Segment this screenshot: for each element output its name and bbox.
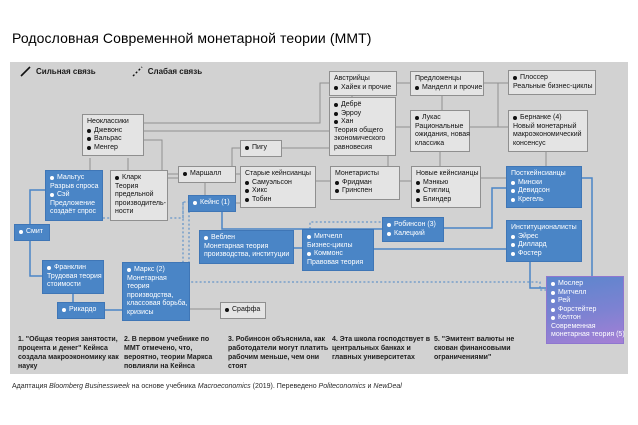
box-supply-siders — [410, 71, 484, 96]
box-text: Джевонс — [94, 126, 123, 134]
box-text: Хикс — [252, 187, 268, 194]
box-label — [415, 131, 470, 140]
box-text: Фостер — [518, 249, 542, 257]
box-header — [245, 170, 312, 179]
footnote-2: 2. В первом учебнике по ММТ отмечено, что, вероятно, теории Маркса повлияли на Кейнса — [124, 336, 213, 370]
box-text: производства, институции — [204, 251, 290, 258]
box-member — [183, 170, 232, 179]
bullet-icon — [334, 120, 338, 124]
weak-link-icon — [132, 66, 143, 77]
bullet-icon — [416, 198, 420, 202]
box-member — [335, 179, 396, 188]
box-member — [551, 314, 620, 323]
box-member — [50, 174, 99, 183]
box-text: Монетаристы — [335, 170, 379, 177]
box-member — [416, 179, 477, 188]
box-text: Тобин — [252, 195, 272, 203]
box-text: Девидсон — [518, 187, 550, 194]
box-text: Самуэльсон — [252, 178, 292, 186]
bullet-icon — [551, 316, 555, 320]
box-member — [335, 187, 396, 196]
box-label — [127, 275, 186, 284]
box-bernanke — [508, 110, 588, 152]
bullet-icon — [245, 146, 249, 150]
caption-book: Macroeconomics — [197, 383, 251, 390]
box-plosser — [508, 70, 596, 95]
box-label — [127, 300, 186, 309]
bullet-icon — [334, 112, 338, 116]
box-member — [511, 196, 578, 205]
bullet-icon — [183, 172, 187, 176]
box-member — [511, 250, 578, 259]
footnote-1: 1. "Общая теория занятости, процента и денег" Кейнса создала макроэкономику как науку — [18, 336, 119, 370]
box-text: Хайек и прочие — [341, 83, 392, 91]
box-label — [334, 135, 392, 144]
box-member — [551, 280, 620, 289]
box-text: Теория — [115, 182, 139, 190]
bullet-icon — [335, 189, 339, 193]
box-text: Новые кейнсианцы — [416, 170, 479, 177]
bullet-icon — [307, 235, 311, 239]
bullet-icon — [50, 176, 54, 180]
box-text: Рей — [558, 297, 571, 304]
bullet-icon — [115, 176, 119, 180]
box-text: Современная — [551, 322, 596, 330]
box-member — [511, 187, 578, 196]
box-text: Митчелл — [558, 288, 587, 296]
box-text: теория — [127, 283, 150, 290]
box-label — [204, 243, 290, 252]
box-text: макроэкономический — [513, 131, 582, 138]
box-member — [334, 110, 392, 119]
box-text: Хан — [341, 118, 354, 125]
box-text: создаёт спрос — [50, 208, 97, 215]
caption-source: Bloomberg Businessweek — [49, 383, 130, 390]
box-text: Новый монетарный — [513, 122, 577, 130]
bullet-icon — [204, 236, 208, 240]
footnote-3: 3. Робинсон объяснила, как работодатели могут платить рабочим меньше, чем они стоят — [228, 336, 329, 370]
box-text: Пигу — [252, 144, 267, 151]
bullet-icon — [193, 201, 197, 205]
box-header — [335, 170, 396, 179]
box-text: Веблен — [211, 234, 236, 241]
box-monetarists — [330, 166, 400, 200]
box-text: Разрыв спроса — [50, 182, 99, 190]
box-member — [193, 199, 232, 208]
box-debreu — [329, 97, 396, 156]
box-keynes — [188, 195, 236, 212]
box-franklin — [42, 260, 104, 294]
box-member — [511, 179, 578, 188]
box-member — [551, 306, 620, 315]
box-text: Лукас — [422, 114, 441, 121]
box-text: Мэнкью — [423, 178, 449, 186]
box-member — [87, 127, 140, 136]
caption-text: и — [365, 383, 374, 390]
caption-translator: Politeconomics — [318, 383, 366, 390]
box-text: Кейнс (1) — [200, 199, 230, 206]
box-text: Вальрас — [94, 135, 122, 142]
box-member — [416, 187, 477, 196]
box-member — [551, 289, 620, 298]
box-label — [50, 183, 99, 192]
box-member — [415, 114, 466, 123]
box-austrians — [329, 71, 397, 96]
bullet-icon — [245, 181, 249, 185]
box-text: Рикардо — [69, 306, 97, 313]
caption-translator: NewDeal — [373, 383, 402, 390]
box-member — [204, 234, 290, 243]
box-text: ности — [115, 208, 134, 215]
box-text: стоимости — [47, 281, 81, 288]
box-text: Диллард — [518, 241, 547, 248]
box-mmt — [546, 276, 624, 344]
box-text: Мински — [518, 178, 543, 186]
bullet-icon — [415, 116, 419, 120]
box-label — [307, 259, 370, 268]
box-sraffa — [220, 302, 266, 319]
box-member — [511, 233, 578, 242]
box-mitchell-commons — [302, 229, 374, 271]
box-member — [551, 297, 620, 306]
box-text: Крегель — [518, 195, 544, 203]
bullet-icon — [551, 299, 555, 303]
box-label — [50, 208, 99, 217]
bullet-icon — [551, 282, 555, 286]
box-member — [416, 196, 477, 205]
source-caption — [12, 383, 402, 390]
bullet-icon — [87, 146, 91, 150]
box-member — [334, 101, 392, 110]
bullet-icon — [87, 129, 91, 133]
bullet-icon — [416, 189, 420, 193]
bullet-icon — [127, 268, 131, 272]
box-member — [225, 306, 262, 315]
box-text: классика — [415, 139, 445, 147]
box-text: экономического — [334, 135, 386, 142]
box-malthus-say — [45, 170, 103, 221]
box-text: Предложенцы — [415, 75, 462, 82]
box-text: Блиндер — [423, 195, 452, 203]
bullet-icon — [387, 232, 391, 236]
box-text: предельной — [115, 191, 154, 198]
bullet-icon — [513, 116, 517, 120]
caption-text: на основе учебника — [129, 383, 198, 390]
box-text: Сэй — [57, 191, 70, 198]
box-header — [511, 224, 578, 233]
legend-weak-label: Слабая связь — [147, 67, 203, 76]
box-clark — [110, 170, 168, 221]
box-text: Мальтус — [57, 174, 85, 181]
box-pigou — [240, 140, 282, 157]
box-label — [513, 83, 592, 92]
box-member — [415, 83, 483, 93]
box-member — [307, 233, 370, 242]
box-text: консенсус — [513, 139, 546, 147]
box-label — [307, 242, 370, 251]
box-member — [513, 114, 584, 123]
box-text: Маркс (2) — [134, 266, 165, 273]
box-neoclassics — [82, 114, 144, 156]
footnote-5: 5. "Эмитент валюты не скован финансовыми ограничениями" — [434, 336, 515, 361]
box-label — [50, 200, 99, 209]
box-text: Сраффа — [232, 306, 261, 313]
box-member — [87, 144, 140, 153]
box-member — [245, 196, 312, 205]
bullet-icon — [245, 198, 249, 202]
box-label — [551, 331, 625, 340]
box-text: Фридман — [342, 178, 372, 186]
box-label — [127, 283, 186, 292]
bullet-icon — [225, 308, 229, 312]
box-member — [334, 118, 392, 127]
box-text: Стиглиц — [423, 187, 450, 194]
bullet-icon — [513, 76, 517, 80]
box-text: производитель- — [115, 199, 166, 207]
box-post-keynesians — [506, 166, 582, 208]
box-text: Монетарная — [127, 274, 167, 282]
box-text: Теория общего — [334, 126, 383, 134]
box-header — [416, 170, 477, 179]
bullet-icon — [50, 193, 54, 197]
bullet-icon — [334, 103, 338, 107]
box-text: Предложение — [50, 199, 95, 207]
bullet-icon — [551, 291, 555, 295]
box-text: Реальные бизнес-циклы — [513, 82, 593, 90]
bullet-icon — [415, 86, 419, 90]
box-member — [50, 191, 99, 200]
box-text: Бизнес-циклы — [307, 241, 353, 249]
box-marshall — [178, 166, 236, 183]
box-member — [513, 74, 592, 83]
box-header — [511, 170, 578, 179]
bullet-icon — [334, 86, 338, 90]
box-text: Франклин — [54, 264, 86, 271]
box-text: производства, — [127, 291, 174, 299]
box-label — [115, 191, 164, 200]
box-text: Эрроу — [341, 109, 362, 117]
box-label — [334, 144, 392, 153]
footnote-4: 4. Эта школа господствует в центральных банках и главных университетах — [332, 336, 431, 361]
legend-strong-label: Сильная связь — [36, 67, 96, 76]
box-text: Митчелл — [314, 233, 343, 240]
box-text: Манделл и прочие — [422, 83, 483, 91]
box-text: Старые кейнсианцы — [245, 170, 311, 177]
bullet-icon — [511, 189, 515, 193]
box-text: ожидания, новая — [415, 131, 470, 138]
box-member — [307, 250, 370, 259]
box-text: Правовая теория — [307, 258, 364, 266]
box-label — [513, 140, 584, 149]
box-institutionalists — [506, 220, 582, 262]
bullet-icon — [511, 235, 515, 239]
box-text: Трудовая теория — [47, 272, 102, 280]
box-text: Бернанке (4) — [520, 114, 562, 121]
bullet-icon — [62, 308, 66, 312]
box-text: Смит — [26, 228, 43, 235]
legend-weak-link — [132, 66, 202, 77]
bullet-icon — [551, 308, 555, 312]
box-member — [47, 264, 100, 273]
box-member — [127, 266, 186, 275]
box-label — [127, 309, 186, 318]
bullet-icon — [335, 181, 339, 185]
bullet-icon — [511, 181, 515, 185]
box-text: Австрийцы — [334, 75, 370, 82]
box-member — [62, 306, 101, 315]
box-text: Гринспен — [342, 187, 373, 194]
box-member — [245, 144, 278, 153]
box-member — [511, 241, 578, 250]
box-member — [19, 228, 46, 237]
box-member — [334, 84, 393, 93]
bullet-icon — [511, 252, 515, 256]
box-member — [245, 187, 312, 196]
box-text: монетарная теория (5) — [551, 331, 625, 338]
box-label — [513, 131, 584, 140]
bullet-icon — [511, 198, 515, 202]
box-label — [115, 208, 164, 217]
caption-text: Адаптация — [12, 383, 50, 390]
box-lucas — [410, 110, 470, 152]
box-text: Менгер — [94, 143, 118, 151]
bullet-icon — [47, 266, 51, 270]
strong-link-icon — [20, 66, 31, 77]
box-label — [115, 183, 164, 192]
bullet-icon — [87, 137, 91, 141]
bullet-icon — [307, 252, 311, 256]
box-label — [47, 281, 100, 290]
box-member — [387, 221, 440, 230]
box-member — [387, 230, 440, 239]
box-veblen — [199, 230, 294, 264]
box-text: Посткейнсианцы — [511, 170, 566, 177]
box-text: Рациональные — [415, 122, 464, 130]
box-ricardo — [57, 302, 105, 319]
box-label — [513, 123, 584, 132]
box-label — [415, 123, 466, 132]
box-label — [47, 273, 100, 282]
box-text: Эйрес — [518, 232, 539, 240]
box-label — [127, 292, 186, 301]
bullet-icon — [511, 243, 515, 247]
box-text: классовая борьба, — [127, 300, 188, 307]
box-label — [334, 127, 392, 136]
box-text: Дебрё — [341, 101, 362, 108]
caption-text: (2019). Переведено — [250, 383, 319, 390]
box-text: Маршалл — [190, 170, 222, 177]
box-new-keynesians — [411, 166, 481, 208]
box-label — [551, 323, 620, 332]
bullet-icon — [19, 230, 23, 234]
box-member — [245, 179, 312, 188]
box-label — [204, 251, 290, 260]
box-text: Калецкий — [394, 229, 425, 237]
box-label — [415, 140, 466, 149]
box-text: Монетарная теория — [204, 242, 269, 250]
box-text: Кларк — [122, 174, 142, 181]
box-old-keynesians — [240, 166, 316, 208]
box-header — [415, 75, 480, 84]
box-text: кризисы — [127, 308, 154, 316]
box-member — [115, 174, 164, 183]
box-text: Институционалисты — [511, 224, 577, 231]
page-title: Родословная Современной монетарной теории (ММТ) — [12, 30, 372, 46]
box-text: Плоссер — [520, 74, 548, 81]
box-smith — [14, 224, 50, 241]
box-text: Коммонс — [314, 250, 343, 257]
box-text: Келтон — [558, 314, 581, 321]
bullet-icon — [416, 181, 420, 185]
box-text: равновесия — [334, 143, 372, 151]
box-marx — [122, 262, 190, 321]
box-text: Робинсон (3) — [394, 221, 436, 228]
box-label — [115, 200, 164, 209]
bullet-icon — [387, 223, 391, 227]
bullet-icon — [245, 189, 249, 193]
box-header — [87, 118, 140, 127]
box-text: Неоклассики — [87, 118, 129, 125]
box-robinson-kalecki — [382, 217, 444, 242]
box-header — [334, 75, 393, 84]
box-member — [87, 135, 140, 144]
legend — [20, 66, 202, 77]
box-text: Форстейтер — [558, 305, 597, 313]
legend-strong-link — [20, 66, 96, 77]
box-text: Мослер — [558, 280, 584, 287]
